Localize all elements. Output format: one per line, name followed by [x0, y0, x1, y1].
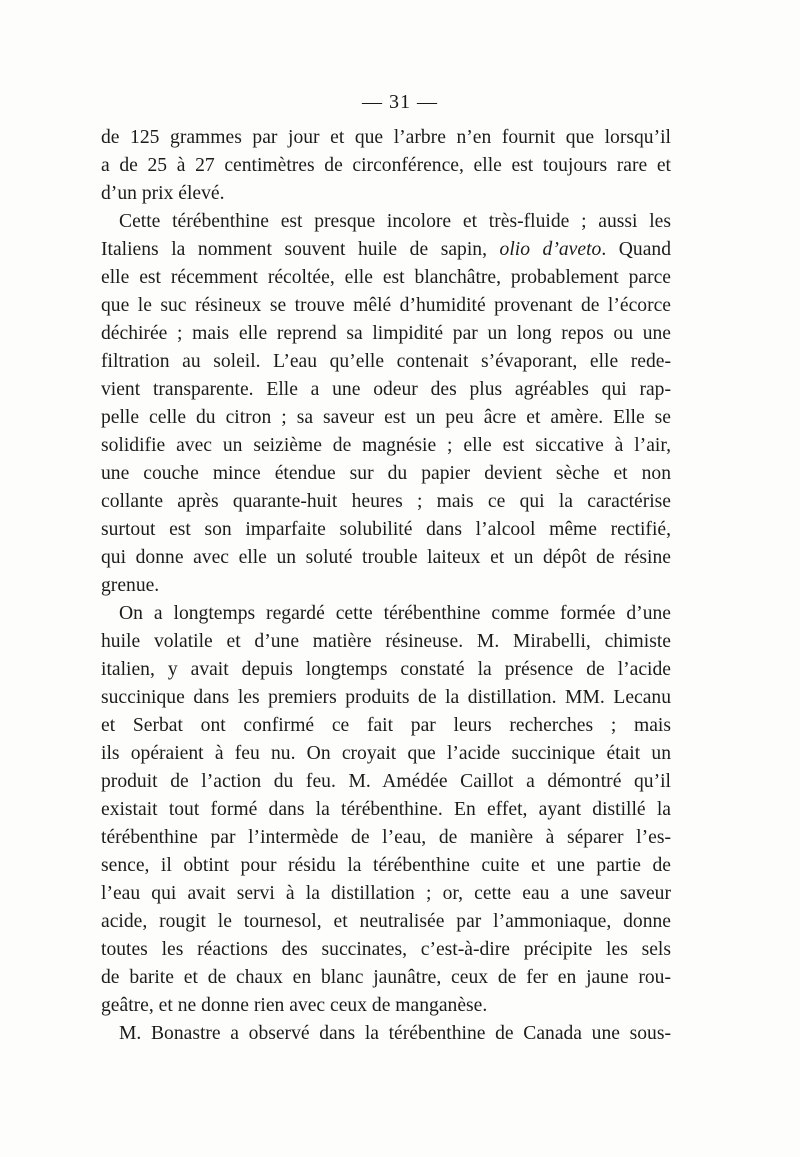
text-line: collante après quarante-huit heures ; mais ce qui la caractérise [101, 491, 671, 512]
text-line: grenue. [101, 575, 160, 596]
text-line: elle est récemment récoltée, elle est blanchâtre, probablement parce [101, 267, 671, 288]
text-line: pelle celle du citron ; sa saveur est un peu âcre et amère. Elle se [101, 407, 671, 428]
text-line: produit de l’action du feu. M. Amédée Caillot a démontré qu’il [101, 771, 671, 792]
text-line: que le suc résineux se trouve mêlé d’humidité provenant de l’écorce [101, 295, 671, 316]
text-line: vient transparente. Elle a une odeur des plus agréables qui rap- [101, 379, 671, 400]
text-line: acide, rougit le tournesol, et neutralisée par l’ammoniaque, donne [101, 911, 671, 932]
body-text [101, 124, 671, 1048]
text-line: geâtre, et ne donne rien avec ceux de manganèse. [101, 995, 488, 1016]
text-line: On a longtemps regardé cette térébenthine comme formée d’une [119, 603, 671, 624]
text-line: sence, il obtint pour résidu la térébenthine cuite et une partie de [101, 855, 671, 876]
text-line: et Serbat ont confirmé ce fait par leurs recherches ; mais [101, 715, 671, 736]
text-line: M. Bonastre a observé dans la térébenthine de Canada une sous- [119, 1023, 671, 1044]
text-line: déchirée ; mais elle reprend sa limpidité par un long repos ou une [101, 323, 671, 344]
paragraph [101, 1020, 671, 1048]
text-line: l’eau qui avait servi à la distillation ; or, cette eau a une saveur [101, 883, 671, 904]
text-line: a de 25 à 27 centimètres de circonférence, elle est toujours rare et [101, 155, 671, 176]
text-line: Cette térébenthine est presque incolore et très-fluide ; aussi les [119, 211, 671, 232]
text-line: de 125 grammes par jour et que l’arbre n’en fournit que lorsqu’il [101, 127, 671, 148]
text-line: italien, y avait depuis longtemps constaté la présence de l’acide [101, 659, 671, 680]
paragraph [101, 124, 671, 208]
text-line: solidifie avec un seizième de magnésie ; elle est siccative à l’air, [101, 435, 671, 456]
page-number: — 31 — [362, 91, 438, 113]
text-line: succinique dans les premiers produits de la distillation. MM. Lecanu [101, 687, 671, 708]
text-line: toutes les réactions des succinates, c’est-à-dire précipite les sels [101, 939, 671, 960]
text-line: une couche mince étendue sur du papier devient sèche et non [101, 463, 671, 484]
text-line: surtout est son imparfaite solubilité dans l’alcool même rectifié, [101, 519, 671, 540]
paragraph [101, 600, 671, 1020]
italic-phrase: olio d’aveto [499, 239, 602, 260]
text-line: existait tout formé dans la térébenthine. En effet, ayant distillé la [101, 799, 671, 820]
text-line: d’un prix élevé. [101, 183, 225, 204]
text-line: ils opéraient à feu nu. On croyait que l’acide succinique était un [101, 743, 671, 764]
text-line: qui donne avec elle un soluté trouble laiteux et un dépôt de résine [101, 547, 671, 568]
text-line: térébenthine par l’intermède de l’eau, de manière à séparer l’es- [101, 827, 671, 848]
text-line: filtration au soleil. L’eau qu’elle contenait s’évaporant, elle rede- [101, 351, 671, 372]
text-line: Italiens la nomment souvent huile de sapin, olio d’aveto. Quand [101, 239, 671, 260]
paragraph [101, 208, 671, 600]
text-line: huile volatile et d’une matière résineuse. M. Mirabelli, chimiste [101, 631, 671, 652]
text-line: de barite et de chaux en blanc jaunâtre, ceux de fer en jaune rou- [101, 967, 671, 988]
